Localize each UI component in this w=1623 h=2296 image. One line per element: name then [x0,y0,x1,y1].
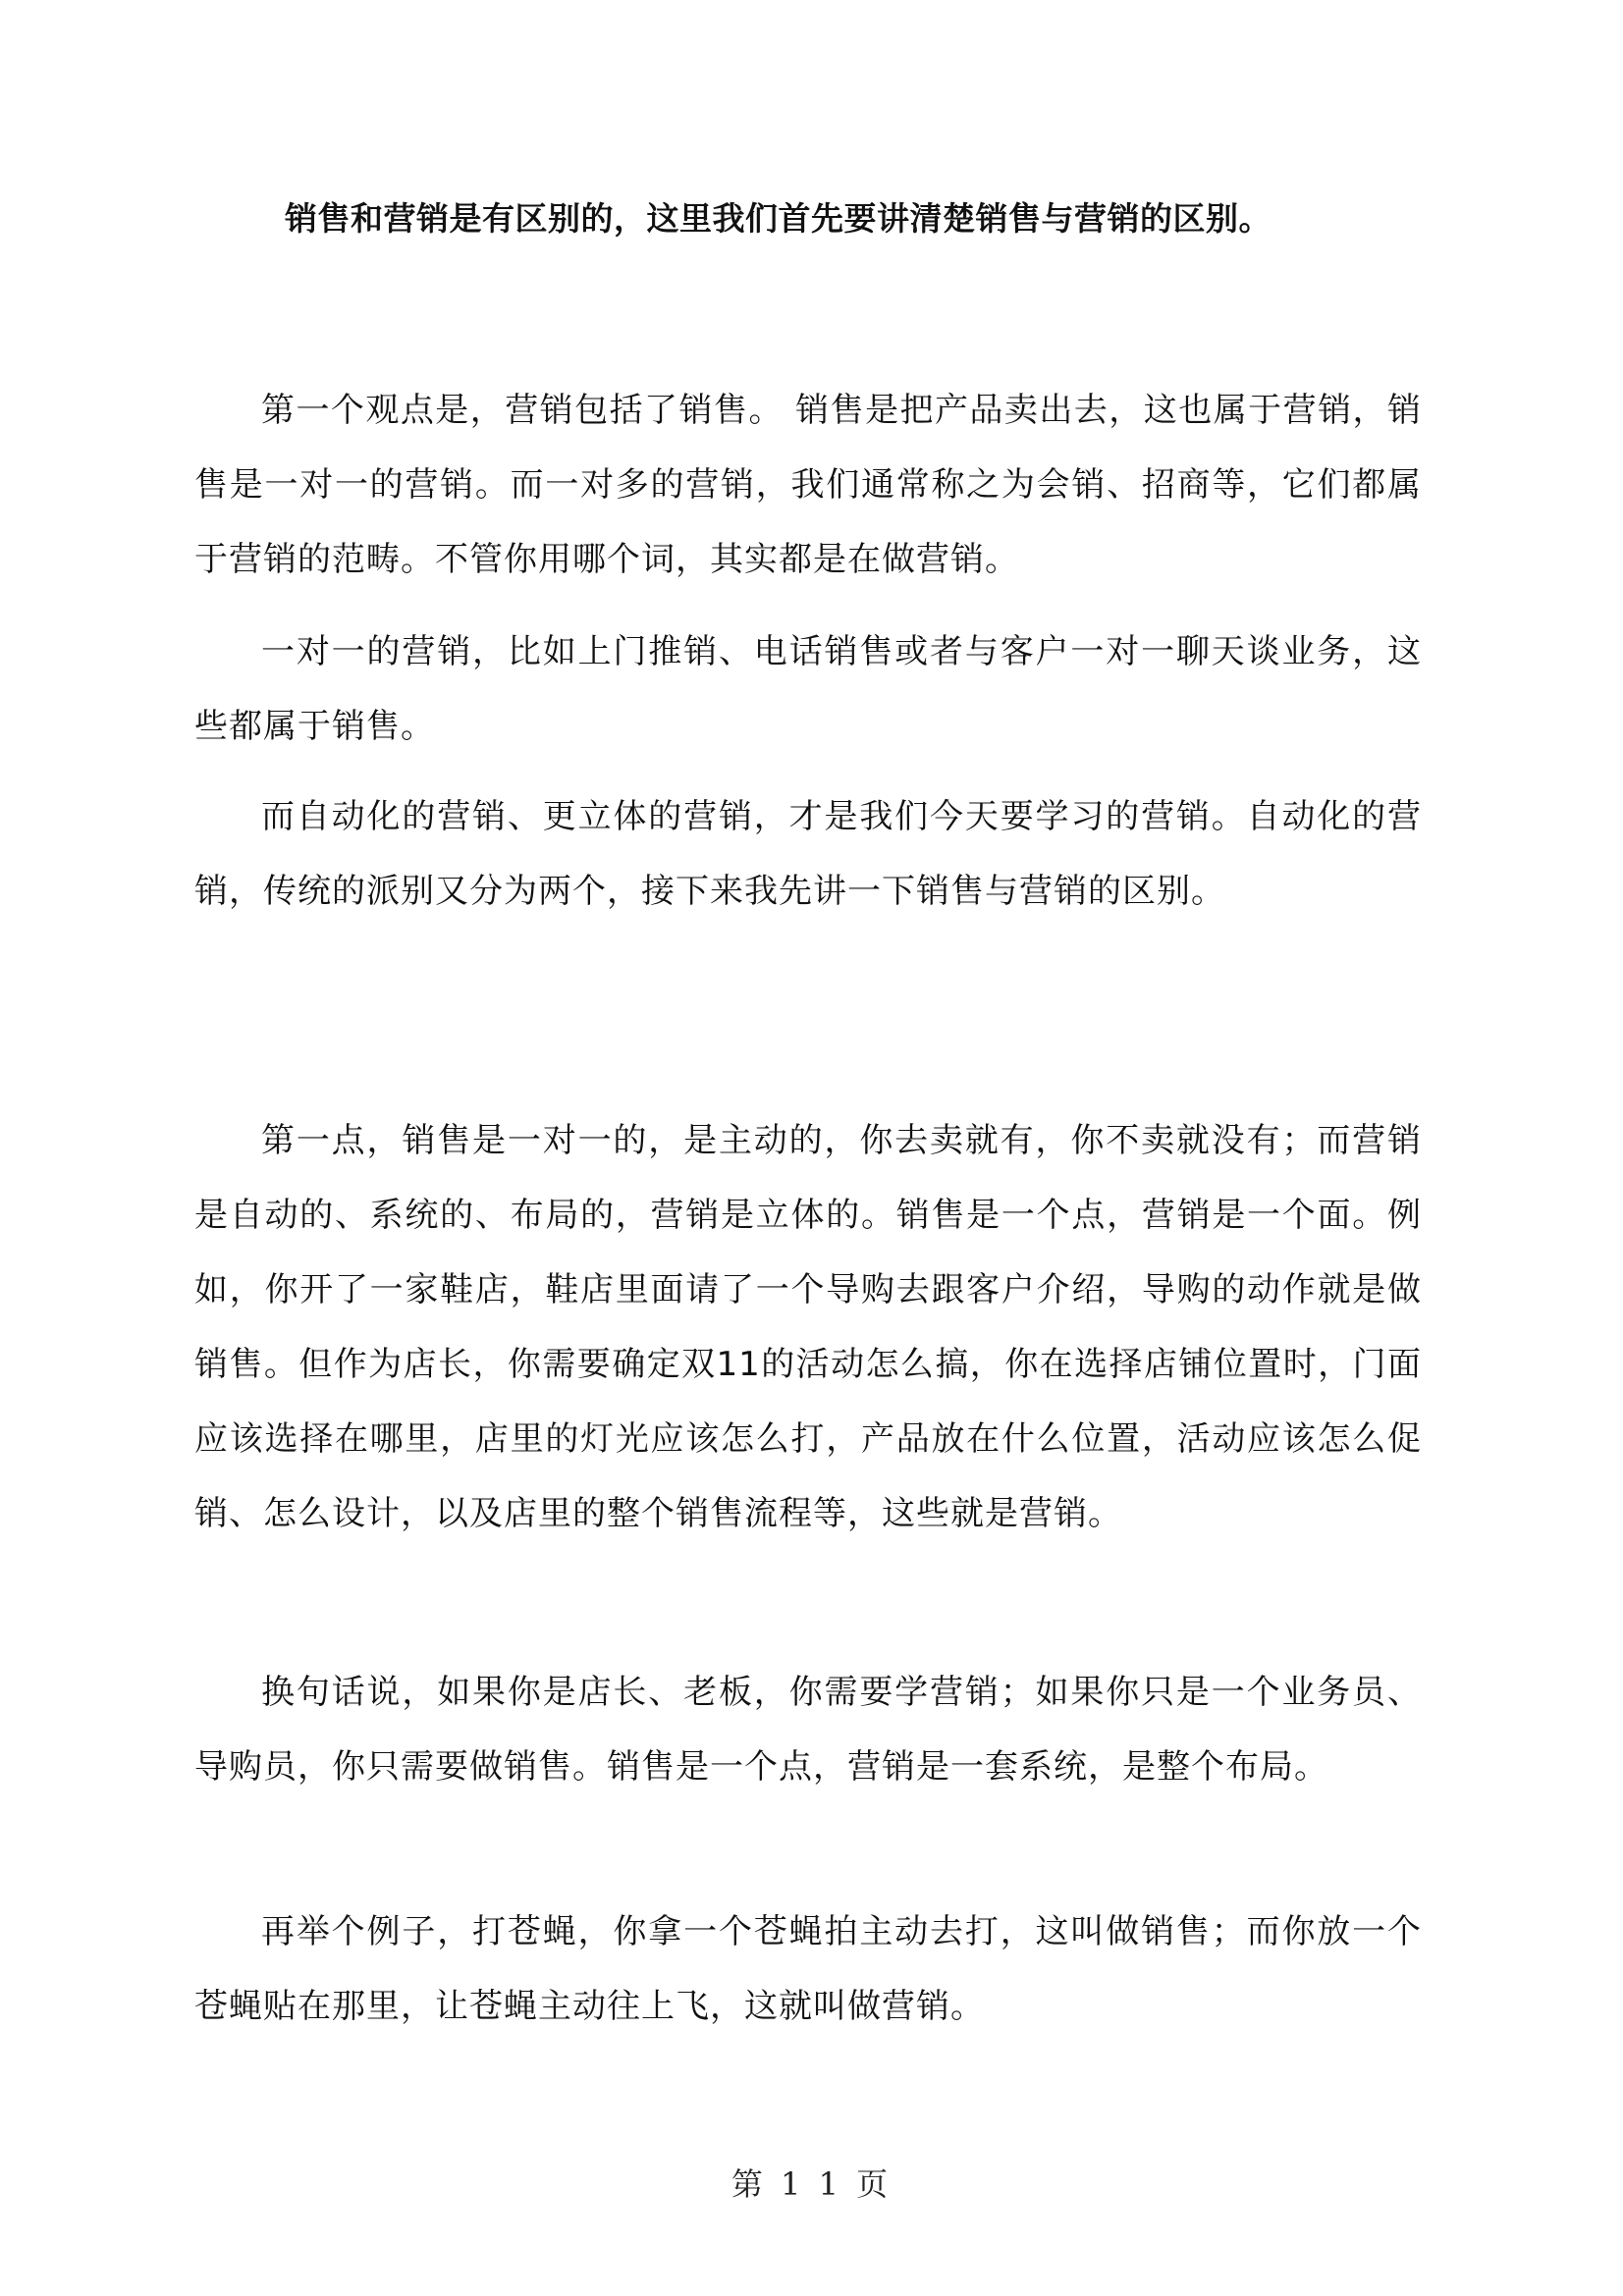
paragraph-5-block [194,1655,1422,1804]
paragraph: 第一个观点是，营销包括了销售。 销售是把产品卖出去，这也属于营销，销售是一对一的营销。而一对多的营销，我们通常称之为会销、招商等，它们都属于营销的范畴。不管你用哪个词，其实都是在做营销。 [194,391,1422,579]
paragraph-4-block [194,1103,1422,1551]
paragraph-3-block [194,779,1422,929]
paragraph-2-block [194,614,1422,764]
page-number: 第 1 1 页 [730,2165,893,2203]
paragraph-1-block [194,373,1422,597]
paragraph: 换句话说，如果你是店长、老板，你需要学营销；如果你只是一个业务员、导购员，你只需要做销售。销售是一个点，营销是一套系统，是整个布局。 [194,1673,1422,1787]
paragraph: 而自动化的营销、更立体的营销，才是我们今天要学习的营销。自动化的营销，传统的派别又分为两个，接下来我先讲一下销售与营销的区别。 [194,797,1422,911]
paragraph-6-block [194,1895,1422,2044]
paragraph: 第一点，销售是一对一的，是主动的，你去卖就有，你不卖就没有；而营销是自动的、系统的、布局的，营销是立体的。销售是一个点，营销是一个面。例如，你开了一家鞋店，鞋店里面请了一个导购去跟客户介绍，导购的动作就是做销售。但作为店长，你需要确定双11的活动怎么搞，你在选择店铺位置时，门面应该选择在哪里，店里的灯光应该怎么打，产品放在什么位置，活动应该怎么促销、怎么设计，以及店里的整个销售流程等，这些就是营销。 [194,1121,1422,1533]
paragraph: 一对一的营销，比如上门推销、电话销售或者与客户一对一聊天谈业务，这些都属于销售。 [194,632,1422,746]
document-title: 销售和营销是有区别的，这里我们首先要讲清楚销售与营销的区别。 [285,199,1271,238]
paragraph: 再举个例子，打苍蝇，你拿一个苍蝇拍主动去打，这叫做销售；而你放一个苍蝇贴在那里，让苍蝇主动往上飞，这就叫做营销。 [194,1912,1422,2026]
